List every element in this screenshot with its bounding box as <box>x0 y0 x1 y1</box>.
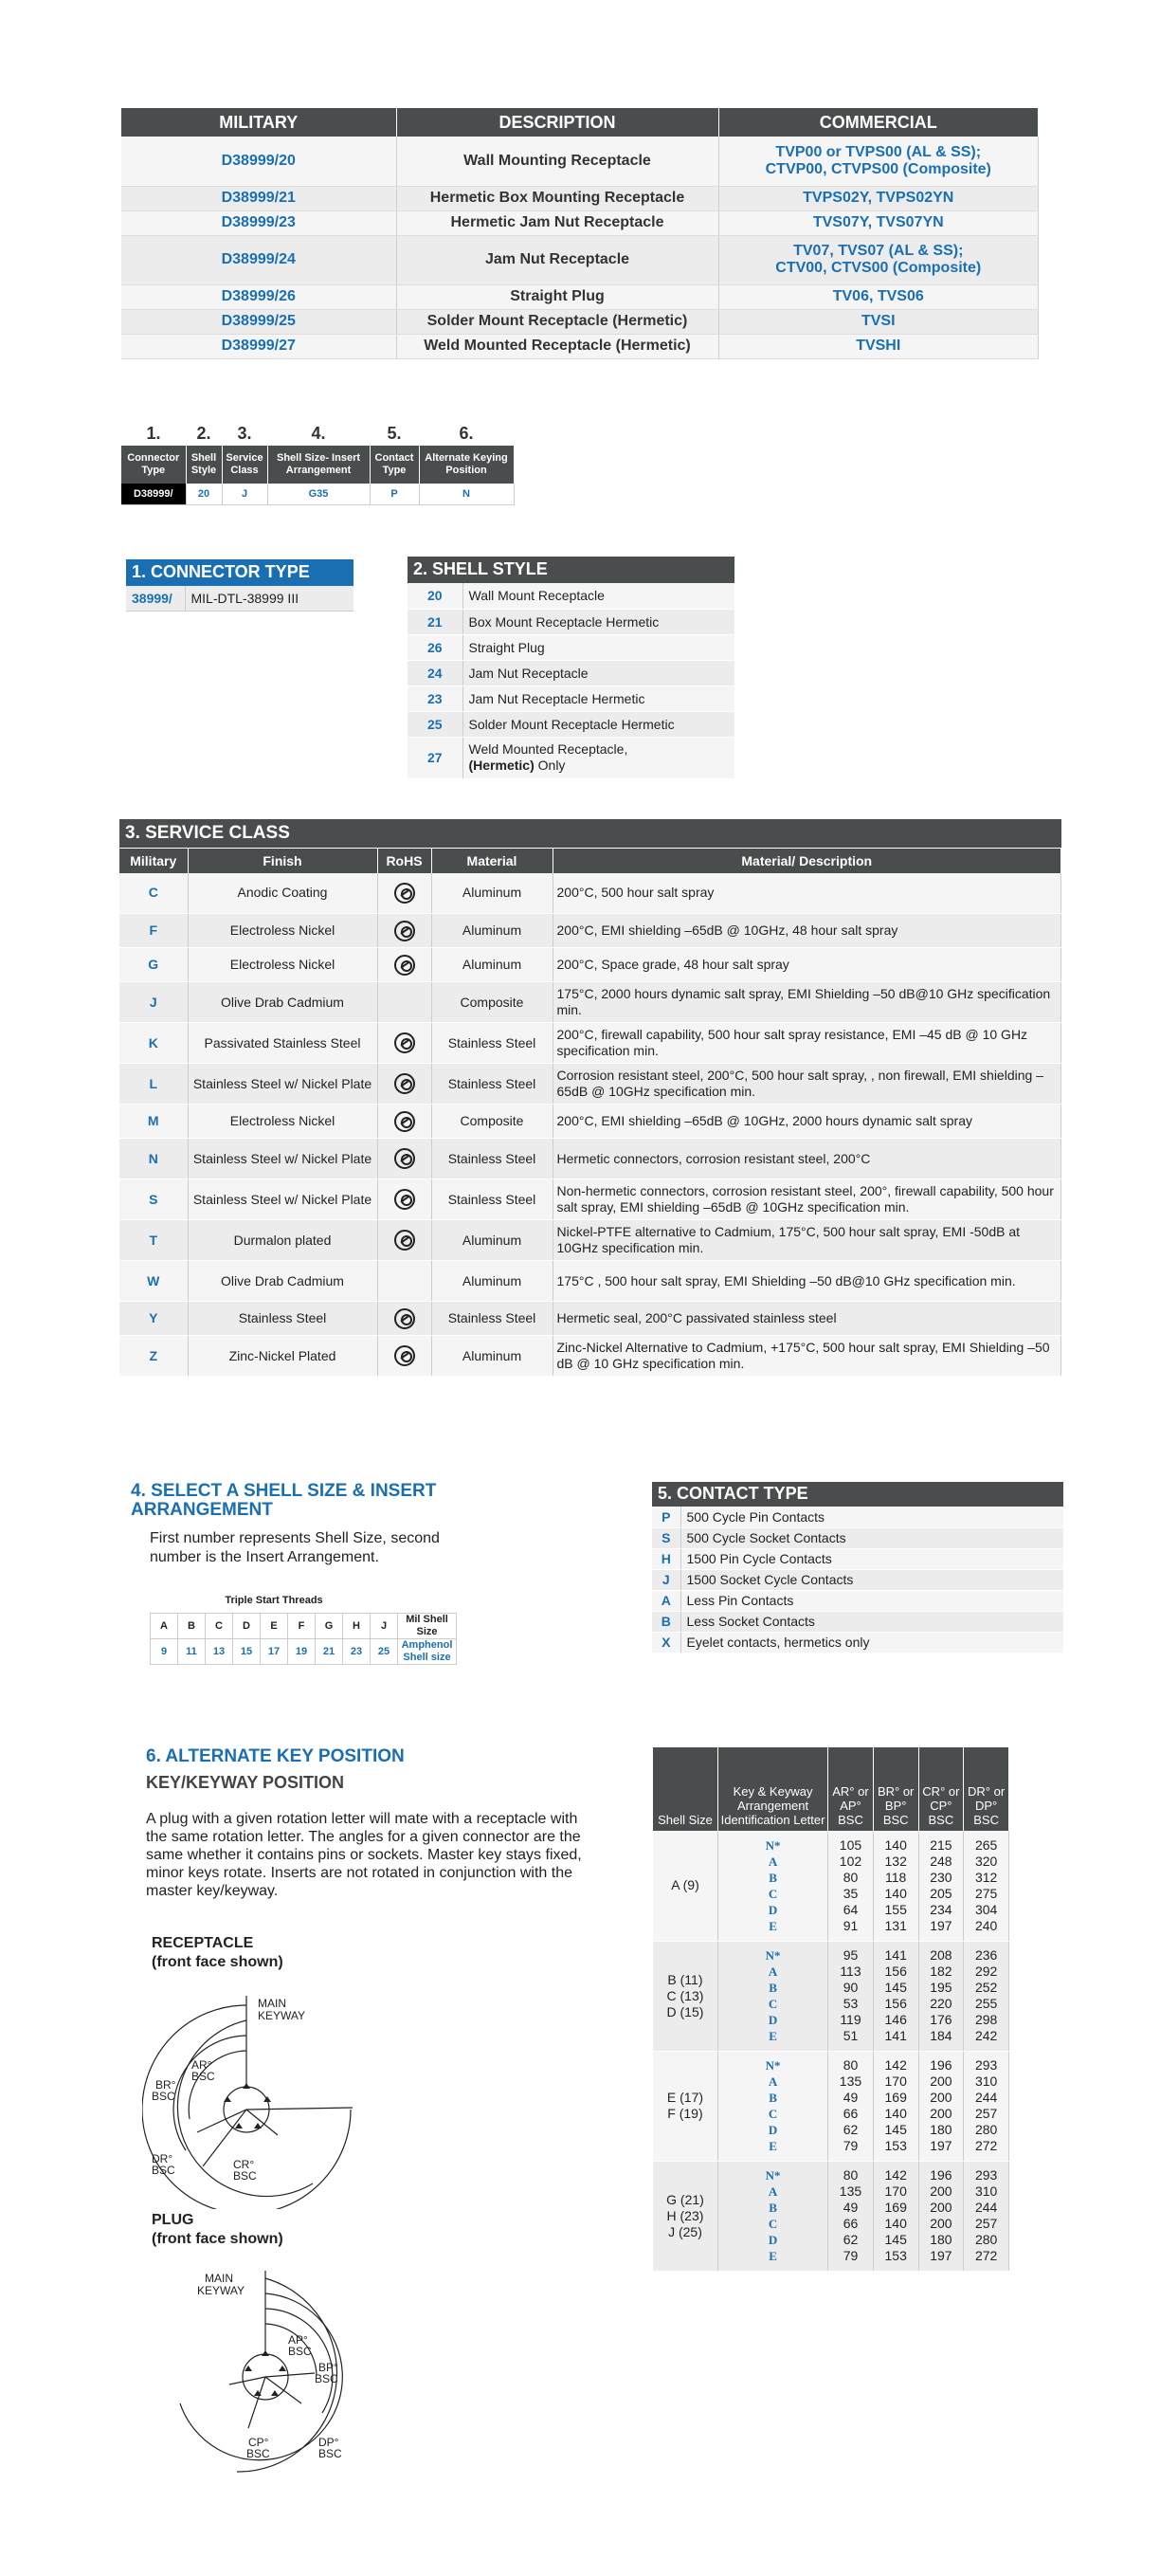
material-description: 200°C, EMI shielding –65dB @ 10GHz, 2000 hours dynamic salt spray <box>553 1105 1061 1139</box>
military-commercial-table <box>121 108 1039 359</box>
service-class-row <box>119 1105 1061 1139</box>
military-row <box>121 334 1039 358</box>
shell-style-title: 2. SHELL STYLE <box>408 557 734 583</box>
dp-label: DP° <box>318 2436 339 2449</box>
shell-style-row <box>408 634 734 660</box>
service-class-code: Z <box>119 1336 188 1377</box>
contact-type-desc: 1500 Pin Cycle Contacts <box>680 1548 1063 1569</box>
service-class-row <box>119 1023 1061 1064</box>
key-table-group <box>653 2051 1009 2161</box>
ar-values: 80 135 49 66 62 79 <box>828 2051 874 2161</box>
plug-main-keyway-1: MAIN <box>205 2272 233 2285</box>
cr-bsc-label: BSC <box>233 2169 257 2183</box>
service-class-row <box>119 1064 1061 1105</box>
service-class-row <box>119 914 1061 948</box>
material-description: Nickel-PTFE alternative to Cadmium, 175°C, 500 hour salt spray, EMI -50dB at 10GHz specification min. <box>553 1220 1061 1261</box>
shell-style-row <box>408 609 734 634</box>
br-values: 140 132 118 140 155 131 <box>873 1831 918 1941</box>
service-class-title: 3. SERVICE CLASS <box>119 819 1061 848</box>
col-arrangement-letter: Key & Keyway Arrangement Identification Letter <box>717 1747 827 1831</box>
material: Stainless Steel <box>431 1023 553 1064</box>
contact-type-row <box>652 1569 1063 1590</box>
arrangement-letters: N* A B C D E <box>717 2051 827 2161</box>
contact-type-desc: 500 Cycle Socket Contacts <box>680 1527 1063 1548</box>
mil-shell-letter: A <box>151 1613 178 1638</box>
br-values: 142 170 169 140 145 153 <box>873 2051 918 2161</box>
shell-style-code: 25 <box>408 711 462 737</box>
arrangement-letters: N* A B C D E <box>717 1941 827 2051</box>
commercial <box>718 210 1039 235</box>
contact-type-row <box>652 1548 1063 1569</box>
dr-values: 265 320 312 275 304 240 <box>964 1831 1009 1941</box>
pn-step-value: D38999/ <box>121 484 186 504</box>
shell-style-code: 24 <box>408 660 462 685</box>
service-class-row <box>119 1179 1061 1220</box>
material: Stainless Steel <box>431 1179 553 1220</box>
shell-size: G (21) H (23) J (25) <box>653 2161 717 2271</box>
br-values: 142 170 169 140 145 153 <box>873 2161 918 2271</box>
material: Aluminum <box>431 1261 553 1302</box>
finish: Stainless Steel <box>188 1302 377 1336</box>
commercial <box>718 235 1039 284</box>
br-values: 141 156 145 156 146 141 <box>873 1941 918 2051</box>
contact-type-panel <box>652 1482 1063 1653</box>
pn-step-value: J <box>222 484 267 504</box>
service-class-row <box>119 1261 1061 1302</box>
ap-label: AP° <box>288 2333 308 2347</box>
rohs <box>377 1261 431 1302</box>
pn-step-number: 3. <box>237 423 252 443</box>
service-class-code: N <box>119 1139 188 1179</box>
rohs-icon <box>394 1032 415 1053</box>
dr-bsc-label: BSC <box>152 2164 175 2177</box>
rohs-icon <box>394 1345 415 1366</box>
shell-style-desc: Jam Nut Receptacle <box>462 660 734 685</box>
material-description: 200°C, 500 hour salt spray <box>553 873 1061 914</box>
shell-style-code: 20 <box>408 583 462 609</box>
service-class-code: S <box>119 1179 188 1220</box>
triple-start-caption: Triple Start Threads <box>225 1594 323 1606</box>
material-description: 175°C , 500 hour salt spray, EMI Shielding –50 dB@10 GHz specification min. <box>553 1261 1061 1302</box>
shell-style-desc: Wall Mount Receptacle <box>462 583 734 609</box>
br-label: BR° <box>155 2078 176 2092</box>
rohs <box>377 1064 431 1105</box>
description: Jam Nut Receptacle <box>396 235 718 284</box>
shell-size: B (11) C (13) D (15) <box>653 1941 717 2051</box>
ar-label: AR° <box>191 2058 212 2072</box>
contact-type-row <box>652 1507 1063 1527</box>
commercial-line: TVS07Y, TVS07YN <box>812 214 944 230</box>
description: Hermetic Jam Nut Receptacle <box>396 210 718 235</box>
cr-values: 196 200 200 200 180 197 <box>918 2051 964 2161</box>
material: Aluminum <box>431 914 553 948</box>
service-class-row <box>119 1302 1061 1336</box>
col-material: Material <box>431 849 553 873</box>
material-description: 200°C, EMI shielding –65dB @ 10GHz, 48 hour salt spray <box>553 914 1061 948</box>
key-keyway-table <box>653 1747 1009 2272</box>
shell-style-code: 27 <box>408 737 462 778</box>
shell-style-row <box>408 583 734 609</box>
military-row <box>121 309 1039 334</box>
pn-step-number: 4. <box>311 423 326 443</box>
shell-style-code: 26 <box>408 634 462 660</box>
plug-diagram <box>142 2261 370 2475</box>
service-class-code: J <box>119 982 188 1023</box>
service-class-code: T <box>119 1220 188 1261</box>
col-rohs: RoHS <box>377 849 431 873</box>
pn-step-number: 2. <box>196 423 211 443</box>
cr-values: 196 200 200 200 180 197 <box>918 2161 964 2271</box>
military-code: D38999/25 <box>121 309 396 334</box>
material: Aluminum <box>431 1220 553 1261</box>
shell-size: A (9) <box>653 1831 717 1941</box>
material: Stainless Steel <box>431 1302 553 1336</box>
bp-label: BP° <box>318 2361 338 2374</box>
cr-values: 208 182 195 220 176 184 <box>918 1941 964 2051</box>
pn-step-value: P <box>370 484 419 504</box>
pn-step-number: 5. <box>387 423 402 443</box>
mil-shell-size-label: Mil Shell Size <box>398 1613 457 1638</box>
contact-type-desc: Less Pin Contacts <box>680 1590 1063 1611</box>
dr-values: 293 310 244 257 280 272 <box>964 2161 1009 2271</box>
shell-style-code: 23 <box>408 685 462 711</box>
material-description: 175°C, 2000 hours dynamic salt spray, EMI Shielding –50 dB@10 GHz specification min. <box>553 982 1061 1023</box>
mil-shell-letter: J <box>371 1613 398 1638</box>
commercial-line: TVSHI <box>856 338 901 354</box>
military-row <box>121 137 1039 186</box>
service-class-row <box>119 948 1061 982</box>
military-code: D38999/27 <box>121 334 396 358</box>
amphenol-shell-size: 17 <box>261 1638 288 1664</box>
ar-bsc-label: BSC <box>191 2070 215 2083</box>
commercial <box>718 186 1039 210</box>
ar-values: 105 102 80 35 64 91 <box>828 1831 874 1941</box>
arrangement-letters: N* A B C D E <box>717 1831 827 1941</box>
finish: Anodic Coating <box>188 873 377 914</box>
finish: Olive Drab Cadmium <box>188 1261 377 1302</box>
material-description: Corrosion resistant steel, 200°C, 500 hour salt spray, , non firewall, EMI shielding –65dB @ 10GHz specification min. <box>553 1064 1061 1105</box>
service-class-code: L <box>119 1064 188 1105</box>
ar-values: 95 113 90 53 119 51 <box>828 1941 874 2051</box>
col-commercial: COMMERCIAL <box>718 108 1039 137</box>
col-br: BR° or BP° BSC <box>873 1747 918 1831</box>
commercial-line: TV06, TVS06 <box>832 288 924 304</box>
key-table-group <box>653 2161 1009 2271</box>
commercial <box>718 284 1039 309</box>
pn-step-number: 6. <box>459 423 474 443</box>
service-class-code: G <box>119 948 188 982</box>
shell-style-row <box>408 685 734 711</box>
alt-key-text: A plug with a given rotation letter will mate with a receptacle with the same rotation letter. The angles for a given connector are the same whether it contains pins or sockets. Master key stays fixed, minor keys rotate. Inserts are not rotated in conjunction with the master key/keyway. <box>146 1811 582 1899</box>
contact-type-desc: Less Socket Contacts <box>680 1611 1063 1632</box>
key-table-group <box>653 1831 1009 1941</box>
amphenol-shell-size: 25 <box>371 1638 398 1664</box>
rohs-icon <box>394 955 415 976</box>
rohs <box>377 1179 431 1220</box>
material: Aluminum <box>431 873 553 914</box>
service-class-row <box>119 1336 1061 1377</box>
military-code: D38999/23 <box>121 210 396 235</box>
mil-shell-letter: C <box>206 1613 233 1638</box>
pn-step-label: Shell Size- Insert Arrangement <box>267 446 370 484</box>
description: Hermetic Box Mounting Receptacle <box>396 186 718 210</box>
shell-size-section <box>131 1482 491 1567</box>
rohs <box>377 1139 431 1179</box>
material: Composite <box>431 982 553 1023</box>
service-class-row <box>119 873 1061 914</box>
br-bsc-label: BSC <box>152 2090 175 2103</box>
contact-type-desc: 1500 Socket Cycle Contacts <box>680 1569 1063 1590</box>
pn-step-value: G35 <box>267 484 370 504</box>
dr-label: DR° <box>152 2152 173 2165</box>
mil-shell-letter: E <box>261 1613 288 1638</box>
rohs <box>377 1023 431 1064</box>
pn-step-label: Alternate Keying Position <box>419 446 514 484</box>
cp-bsc-label: BSC <box>246 2447 270 2460</box>
cp-label: CP° <box>248 2436 269 2449</box>
col-dr: DR° or DP° BSC <box>964 1747 1009 1831</box>
military-code: D38999/24 <box>121 235 396 284</box>
material: Aluminum <box>431 1336 553 1377</box>
amphenol-shell-size: 13 <box>206 1638 233 1664</box>
contact-type-row <box>652 1590 1063 1611</box>
description: Straight Plug <box>396 284 718 309</box>
bp-bsc-label: BSC <box>315 2372 338 2385</box>
shell-style-row <box>408 660 734 685</box>
shell-size: E (17) F (19) <box>653 2051 717 2161</box>
contact-type-code: X <box>652 1632 680 1653</box>
contact-type-row <box>652 1632 1063 1653</box>
finish: Stainless Steel w/ Nickel Plate <box>188 1064 377 1105</box>
amphenol-shell-size-label: Amphenol Shell size <box>398 1638 457 1664</box>
mil-shell-letter: H <box>343 1613 371 1638</box>
material: Stainless Steel <box>431 1139 553 1179</box>
rohs <box>377 1105 431 1139</box>
connector-type-desc: MIL-DTL-38999 III <box>185 586 353 611</box>
plug-title: PLUG (front face shown) <box>152 2212 283 2247</box>
finish: Durmalon plated <box>188 1220 377 1261</box>
commercial <box>718 309 1039 334</box>
contact-type-code: B <box>652 1611 680 1632</box>
military-code: D38999/26 <box>121 284 396 309</box>
commercial-line: CTV00, CTVS00 (Composite) <box>775 260 982 276</box>
shell-size-title: 4. SELECT A SHELL SIZE & INSERT ARRANGEMENT <box>131 1481 437 1520</box>
finish: Stainless Steel w/ Nickel Plate <box>188 1139 377 1179</box>
col-finish: Finish <box>188 849 377 873</box>
service-class-panel <box>119 819 1061 1377</box>
mil-shell-letter: G <box>316 1613 343 1638</box>
contact-type-code: P <box>652 1507 680 1527</box>
contact-type-code: A <box>652 1590 680 1611</box>
ar-values: 80 135 49 66 62 79 <box>828 2161 874 2271</box>
rohs <box>377 873 431 914</box>
col-military: Military <box>119 849 188 873</box>
military-row <box>121 210 1039 235</box>
amphenol-shell-size: 11 <box>178 1638 206 1664</box>
material-description: Hermetic seal, 200°C passivated stainless steel <box>553 1302 1061 1336</box>
service-class-code: W <box>119 1261 188 1302</box>
rohs-icon <box>394 1230 415 1251</box>
rohs <box>377 948 431 982</box>
commercial <box>718 137 1039 186</box>
shell-style-desc: Solder Mount Receptacle Hermetic <box>462 711 734 737</box>
rohs-icon <box>394 1308 415 1329</box>
shell-style-desc: Jam Nut Receptacle Hermetic <box>462 685 734 711</box>
cr-values: 215 248 230 205 234 197 <box>918 1831 964 1941</box>
commercial-line: TVSI <box>861 313 896 329</box>
material: Aluminum <box>431 948 553 982</box>
finish: Electroless Nickel <box>188 1105 377 1139</box>
military-row <box>121 186 1039 210</box>
material: Stainless Steel <box>431 1064 553 1105</box>
shell-style-desc: Weld Mounted Receptacle, (Hermetic) Only <box>462 737 734 778</box>
dp-bsc-label: BSC <box>318 2447 342 2460</box>
service-class-row <box>119 982 1061 1023</box>
contact-type-desc: 500 Cycle Pin Contacts <box>680 1507 1063 1527</box>
service-class-row <box>119 1139 1061 1179</box>
receptacle-title: RECEPTACLE (front face shown) <box>152 1935 283 1970</box>
finish: Electroless Nickel <box>188 914 377 948</box>
amphenol-shell-size: 19 <box>288 1638 316 1664</box>
connector-type-code: 38999/ <box>126 586 185 611</box>
shell-style-row <box>408 711 734 737</box>
military-row <box>121 235 1039 284</box>
alt-key-subtitle: KEY/KEYWAY POSITION <box>146 1773 345 1792</box>
mil-shell-letter: F <box>288 1613 316 1638</box>
service-class-code: C <box>119 873 188 914</box>
rohs <box>377 1336 431 1377</box>
rohs-icon <box>394 883 415 904</box>
shell-style-row <box>408 737 734 778</box>
finish: Zinc-Nickel Plated <box>188 1336 377 1377</box>
amphenol-shell-size: 21 <box>316 1638 343 1664</box>
amphenol-shell-size: 15 <box>233 1638 261 1664</box>
military-code: D38999/21 <box>121 186 396 210</box>
commercial <box>718 334 1039 358</box>
finish: Electroless Nickel <box>188 948 377 982</box>
connector-type-panel <box>126 559 353 612</box>
receptacle-diagram <box>142 1977 360 2209</box>
contact-type-code: J <box>652 1569 680 1590</box>
contact-type-desc: Eyelet contacts, hermetics only <box>680 1632 1063 1653</box>
pn-step-label: Service Class <box>222 446 267 484</box>
service-class-code: F <box>119 914 188 948</box>
finish: Passivated Stainless Steel <box>188 1023 377 1064</box>
col-ar: AR° or AP° BSC <box>828 1747 874 1831</box>
col-material-description: Material/ Description <box>553 849 1061 873</box>
rohs-icon <box>394 1073 415 1094</box>
alt-key-section <box>146 1746 591 1900</box>
mil-shell-letter: D <box>233 1613 261 1638</box>
main-keyway-label-2: KEYWAY <box>258 2009 306 2022</box>
shell-size-text: First number represents Shell Size, second number is the Insert Arrangement. <box>150 1530 440 1565</box>
pn-step-label: Shell Style <box>186 446 222 484</box>
cr-label: CR° <box>233 2158 255 2171</box>
contact-type-title: 5. CONTACT TYPE <box>652 1482 1063 1507</box>
service-class-code: M <box>119 1105 188 1139</box>
rohs <box>377 982 431 1023</box>
shell-style-panel <box>408 557 734 779</box>
col-military: MILITARY <box>121 108 396 137</box>
commercial-line: TV07, TVS07 (AL & SS); <box>793 243 964 259</box>
material-description: 200°C, Space grade, 48 hour salt spray <box>553 948 1061 982</box>
main-keyway-label-1: MAIN <box>258 1997 286 2010</box>
pn-step-value: 20 <box>186 484 222 504</box>
plug-main-keyway-2: KEYWAY <box>197 2284 245 2297</box>
material-description: Zinc-Nickel Alternative to Cadmium, +175°C, 500 hour salt spray, EMI Shielding –50 dB @ 10 GHz specification min. <box>553 1336 1061 1377</box>
material: Composite <box>431 1105 553 1139</box>
col-description: DESCRIPTION <box>396 108 718 137</box>
description: Solder Mount Receptacle (Hermetic) <box>396 309 718 334</box>
triple-start-threads-table <box>150 1588 457 1665</box>
service-class-code: K <box>119 1023 188 1064</box>
contact-type-code: H <box>652 1548 680 1569</box>
shell-style-desc: Box Mount Receptacle Hermetic <box>462 609 734 634</box>
commercial-line: TVPS02Y, TVPS02YN <box>803 190 954 206</box>
pn-step-label: Contact Type <box>370 446 419 484</box>
military-row <box>121 284 1039 309</box>
part-number-builder <box>121 421 515 505</box>
connector-type-title: 1. CONNECTOR TYPE <box>126 559 353 586</box>
rohs <box>377 914 431 948</box>
contact-type-row <box>652 1611 1063 1632</box>
finish: Stainless Steel w/ Nickel Plate <box>188 1179 377 1220</box>
rohs <box>377 1302 431 1336</box>
col-cr: CR° or CP° BSC <box>918 1747 964 1831</box>
pn-step-value: N <box>419 484 514 504</box>
arrangement-letters: N* A B C D E <box>717 2161 827 2271</box>
amphenol-shell-size: 23 <box>343 1638 371 1664</box>
finish: Olive Drab Cadmium <box>188 982 377 1023</box>
rohs-icon <box>394 921 415 941</box>
contact-type-row <box>652 1527 1063 1548</box>
shell-style-desc: Straight Plug <box>462 634 734 660</box>
contact-type-code: S <box>652 1527 680 1548</box>
description: Wall Mounting Receptacle <box>396 137 718 186</box>
description: Weld Mounted Receptacle (Hermetic) <box>396 334 718 358</box>
amphenol-shell-size: 9 <box>151 1638 178 1664</box>
pn-step-label: Connector Type <box>121 446 186 484</box>
dr-values: 293 310 244 257 280 272 <box>964 2051 1009 2161</box>
dr-values: 236 292 252 255 298 242 <box>964 1941 1009 2051</box>
material-description: 200°C, firewall capability, 500 hour salt spray resistance, EMI –45 dB @ 10 GHz specification min. <box>553 1023 1061 1064</box>
ap-bsc-label: BSC <box>288 2345 312 2358</box>
rohs-icon <box>394 1189 415 1210</box>
mil-shell-letter: B <box>178 1613 206 1638</box>
col-shell-size: Shell Size <box>653 1747 717 1831</box>
rohs <box>377 1220 431 1261</box>
pn-step-number: 1. <box>146 423 161 443</box>
commercial-line: TVP00 or TVPS00 (AL & SS); <box>775 143 982 160</box>
commercial-line: CTVP00, CTVPS00 (Composite) <box>765 160 991 177</box>
material-description: Non-hermetic connectors, corrosion resistant steel, 200°, firewall capability, 500 hour salt spray, EMI shielding –65dB @ 10GHz specification min. <box>553 1179 1061 1220</box>
key-table-group <box>653 1941 1009 2051</box>
alt-key-title: 6. ALTERNATE KEY POSITION <box>146 1746 405 1766</box>
rohs-icon <box>394 1111 415 1132</box>
material-description: Hermetic connectors, corrosion resistant steel, 200°C <box>553 1139 1061 1179</box>
military-code: D38999/20 <box>121 137 396 186</box>
rohs-icon <box>394 1148 415 1169</box>
service-class-code: Y <box>119 1302 188 1336</box>
service-class-row <box>119 1220 1061 1261</box>
shell-style-code: 21 <box>408 609 462 634</box>
